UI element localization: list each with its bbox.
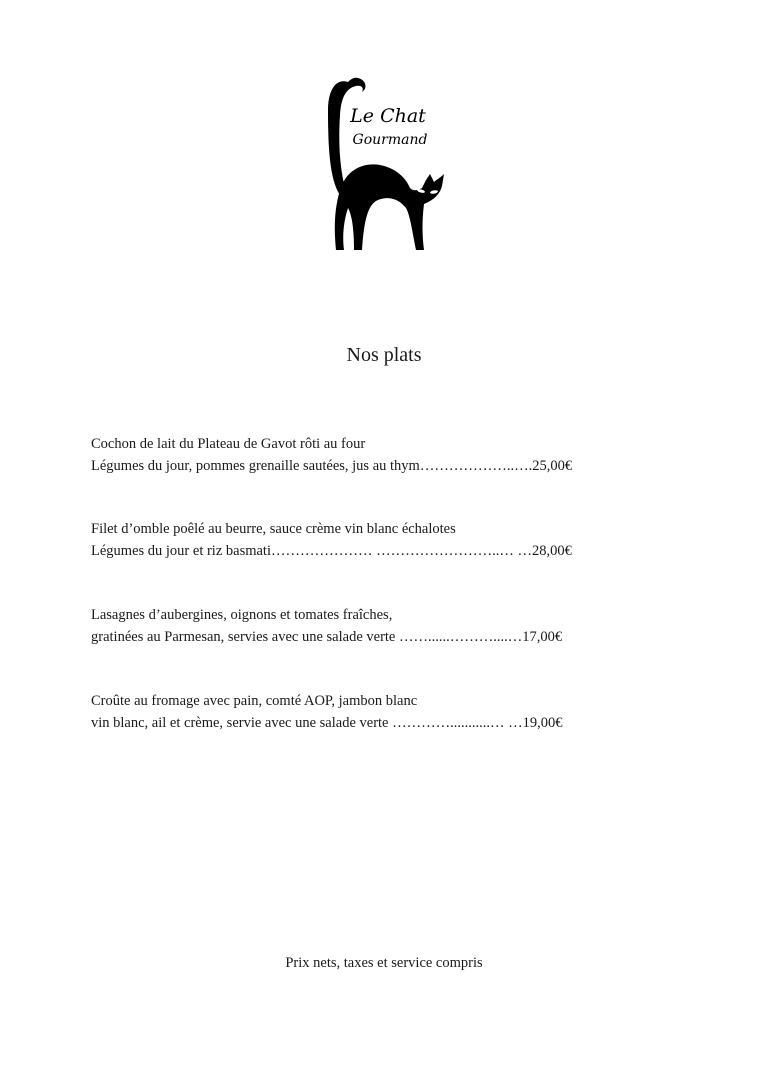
dish-name: Croûte au fromage avec pain, comté AOP, jambon blanc	[91, 693, 418, 709]
black-cat-icon	[318, 70, 448, 255]
menu-item	[91, 518, 572, 562]
dish-name: Filet d’omble poêlé au beurre, sauce crème vin blanc échalotes	[91, 521, 456, 537]
dish-description-price: vin blanc, ail et crème, servie avec une salade verte …………...........… …19,00€	[91, 715, 563, 731]
dish-name: Lasagnes d’aubergines, oignons et tomates fraîches,	[91, 607, 393, 623]
footer-note: Prix nets, taxes et service compris	[285, 955, 483, 971]
dish-description-price: Légumes du jour et riz basmati………………… ……………………..… …28,00€	[91, 543, 572, 559]
restaurant-logo	[318, 70, 448, 255]
dish-description-price: Légumes du jour, pommes grenaille sautées, jus au thym………………..….25,00€	[91, 458, 573, 474]
page-title: Nos plats	[346, 344, 422, 366]
dish-description-price: gratinées au Parmesan, servies avec une salade verte ……......………....…17,00€	[91, 629, 563, 645]
svg-text:Le Chat: Le Chat	[350, 105, 426, 127]
menu-item	[91, 690, 563, 734]
dish-name: Cochon de lait du Plateau de Gavot rôti au four	[91, 436, 366, 452]
svg-text:Gourmand: Gourmand	[352, 132, 428, 148]
menu-item	[91, 433, 572, 477]
menu-item	[91, 604, 562, 648]
